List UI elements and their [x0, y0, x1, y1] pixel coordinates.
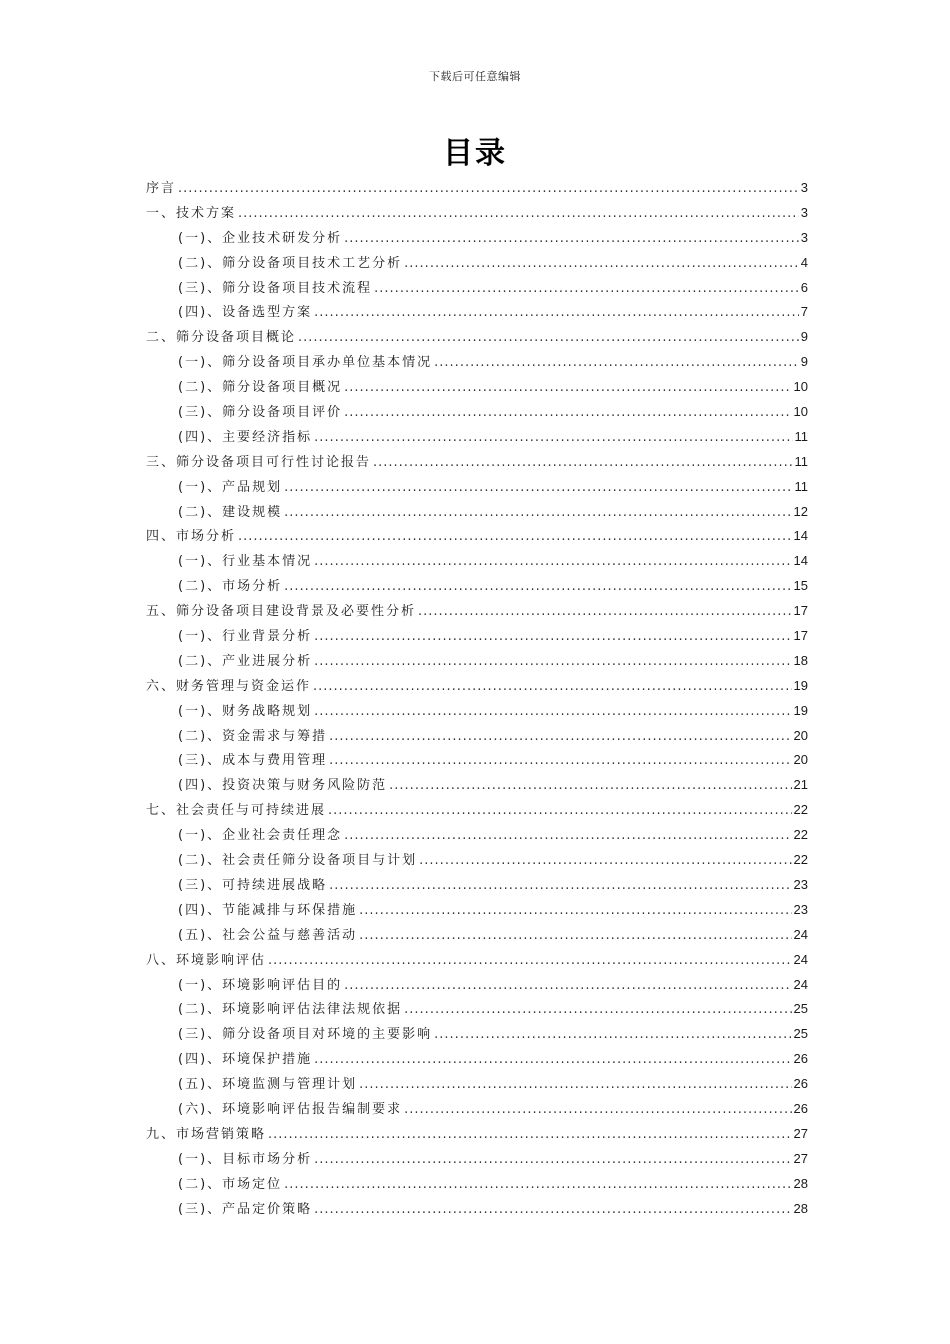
toc-entry-text: (三)、可持续进展战略: [178, 877, 328, 893]
toc-entry-page-number: 24: [793, 976, 808, 992]
toc-entry-page-number: 27: [793, 1125, 808, 1141]
page-title: 目录: [443, 136, 507, 171]
toc-entry[interactable]: [146, 1047, 808, 1072]
toc-leader-dots: [284, 1173, 791, 1198]
toc-entry-text: (三)、成本与费用管理: [178, 753, 328, 769]
toc-leader-dots: [284, 476, 792, 501]
toc-entry[interactable]: [146, 748, 808, 773]
toc-entry-page-number: 22: [793, 827, 808, 843]
toc-leader-dots: [359, 1073, 791, 1098]
toc-entry-page-number: 11: [794, 478, 808, 494]
toc-entry[interactable]: [146, 400, 808, 425]
toc-entry[interactable]: [146, 251, 808, 276]
toc-entry-page-number: 28: [793, 1200, 808, 1216]
toc-leader-dots: [314, 625, 791, 650]
toc-entry-page-number: 3: [800, 204, 808, 220]
toc-entry[interactable]: [146, 574, 808, 599]
toc-entry-text: (三)、产品定价策略: [178, 1201, 313, 1217]
toc-entry-page-number: 18: [793, 652, 808, 668]
toc-leader-dots: [434, 1023, 791, 1048]
toc-entry-page-number: 11: [794, 453, 808, 469]
toc-entry-text: (一)、环境影响评估目的: [178, 977, 343, 993]
toc-entry[interactable]: [146, 1197, 808, 1222]
toc-entry-text: (二)、筛分设备项目技术工艺分析: [178, 255, 403, 271]
toc-entry[interactable]: [146, 873, 808, 898]
toc-entry-page-number: 11: [794, 428, 808, 444]
toc-entry[interactable]: [146, 325, 808, 350]
toc-entry[interactable]: [146, 1172, 808, 1197]
toc-entry[interactable]: [146, 997, 808, 1022]
toc-entry[interactable]: [146, 350, 808, 375]
toc-entry[interactable]: [146, 773, 808, 798]
toc-leader-dots: [238, 202, 799, 227]
toc-entry-text: (一)、财务战略规划: [178, 703, 313, 719]
toc-leader-dots: [404, 252, 799, 277]
toc-leader-dots: [419, 849, 791, 874]
toc-entry-page-number: 25: [793, 1001, 808, 1017]
toc-entry[interactable]: [146, 1022, 808, 1047]
toc-entry-page-number: 22: [793, 802, 808, 818]
toc-entry-text: 一、技术方案: [146, 205, 237, 221]
toc-entry[interactable]: [146, 500, 808, 525]
toc-leader-dots: [344, 824, 791, 849]
toc-entry-text: 四、市场分析: [146, 529, 237, 545]
toc-entry-text: (二)、社会责任筛分设备项目与计划: [178, 853, 418, 869]
toc-entry-page-number: 9: [800, 354, 808, 370]
toc-entry-page-number: 10: [793, 404, 808, 420]
toc-entry[interactable]: [146, 425, 808, 450]
toc-entry-page-number: 23: [793, 901, 808, 917]
toc-entry-text: 九、市场营销策略: [146, 1126, 267, 1142]
toc-entry-page-number: 21: [793, 777, 808, 793]
toc-entry-page-number: 22: [793, 852, 808, 868]
toc-entry-text: (四)、主要经济指标: [178, 429, 313, 445]
toc-leader-dots: [329, 874, 791, 899]
toc-entry-page-number: 14: [793, 528, 808, 544]
toc-entry-page-number: 24: [793, 926, 808, 942]
toc-entry-text: 二、筛分设备项目概论: [146, 330, 297, 346]
toc-leader-dots: [404, 998, 791, 1023]
toc-entry-text: (五)、社会公益与慈善活动: [178, 927, 358, 943]
toc-entry-page-number: 26: [793, 1051, 808, 1067]
toc-entry-text: 五、筛分设备项目建设背景及必要性分析: [146, 604, 417, 620]
toc-leader-dots: [314, 426, 792, 451]
toc-entry[interactable]: [146, 674, 808, 699]
toc-entry-page-number: 27: [793, 1150, 808, 1166]
toc-entry-page-number: 9: [800, 329, 808, 345]
toc-entry[interactable]: [146, 226, 808, 251]
toc-entry-page-number: 26: [793, 1100, 808, 1116]
toc-leader-dots: [268, 1123, 792, 1148]
toc-leader-dots: [373, 451, 792, 476]
toc-entry-text: (二)、产业进展分析: [178, 653, 313, 669]
toc-entry[interactable]: [146, 300, 808, 325]
toc-entry-page-number: 25: [793, 1026, 808, 1042]
toc-entry-page-number: 17: [793, 603, 808, 619]
toc-leader-dots: [344, 974, 791, 999]
toc-entry-text: (二)、市场定位: [178, 1176, 283, 1192]
toc-entry[interactable]: [146, 973, 808, 998]
toc-entry[interactable]: [146, 201, 808, 226]
toc-entry-page-number: 20: [793, 727, 808, 743]
toc-entry-text: (五)、环境监测与管理计划: [178, 1077, 358, 1093]
toc-leader-dots: [284, 575, 791, 600]
toc-entry-text: (四)、环境保护措施: [178, 1052, 313, 1068]
toc-leader-dots: [374, 277, 799, 302]
toc-entry-text: (一)、企业技术研发分析: [178, 230, 343, 246]
toc-entry[interactable]: [146, 923, 808, 948]
toc-entry[interactable]: [146, 848, 808, 873]
toc-leader-dots: [328, 799, 792, 824]
toc-entry[interactable]: [146, 1097, 808, 1122]
toc-entry-text: (三)、筛分设备项目评价: [178, 405, 343, 421]
toc-leader-dots: [359, 899, 791, 924]
toc-leader-dots: [344, 227, 799, 252]
toc-entry[interactable]: [146, 1147, 808, 1172]
toc-leader-dots: [389, 774, 791, 799]
toc-entry-text: (一)、企业社会责任理念: [178, 828, 343, 844]
toc-leader-dots: [284, 501, 791, 526]
toc-entry-text: 六、财务管理与资金运作: [146, 678, 312, 694]
toc-entry-page-number: 20: [793, 752, 808, 768]
toc-leader-dots: [238, 525, 792, 550]
header-note: 下载后可任意编辑: [429, 70, 521, 83]
toc-entry[interactable]: [146, 1122, 808, 1147]
toc-entry[interactable]: [146, 549, 808, 574]
toc-entry[interactable]: [146, 176, 808, 201]
toc-leader-dots: [314, 650, 791, 675]
toc-entry-text: (四)、设备选型方案: [178, 305, 313, 321]
toc-entry-text: (一)、产品规划: [178, 479, 283, 495]
toc-leader-dots: [298, 326, 799, 351]
toc-entry[interactable]: [146, 798, 808, 823]
toc-leader-dots: [314, 301, 799, 326]
toc-leader-dots: [344, 376, 791, 401]
toc-entry[interactable]: [146, 524, 808, 549]
toc-entry-text: (一)、筛分设备项目承办单位基本情况: [178, 355, 433, 371]
toc-entry[interactable]: [146, 724, 808, 749]
toc-leader-dots: [329, 725, 791, 750]
toc-leader-dots: [314, 550, 791, 575]
toc-entry[interactable]: [146, 475, 808, 500]
table-of-contents: [146, 176, 808, 1221]
toc-entry-text: (一)、行业基本情况: [178, 554, 313, 570]
toc-entry-page-number: 4: [800, 254, 808, 270]
toc-leader-dots: [329, 749, 791, 774]
toc-entry-text: (三)、筛分设备项目技术流程: [178, 280, 373, 296]
toc-leader-dots: [418, 600, 792, 625]
toc-entry[interactable]: [146, 948, 808, 973]
toc-leader-dots: [404, 1098, 791, 1123]
toc-entry-text: (二)、市场分析: [178, 579, 283, 595]
toc-entry-text: (二)、环境影响评估法律法规依据: [178, 1002, 403, 1018]
toc-entry-text: (二)、资金需求与筹措: [178, 728, 328, 744]
toc-entry[interactable]: [146, 898, 808, 923]
toc-entry-text: (三)、筛分设备项目对环境的主要影响: [178, 1027, 433, 1043]
toc-entry-text: (一)、目标市场分析: [178, 1151, 313, 1167]
toc-entry[interactable]: [146, 375, 808, 400]
toc-leader-dots: [314, 1198, 791, 1223]
toc-entry-text: (二)、筛分设备项目概况: [178, 380, 343, 396]
toc-leader-dots: [344, 401, 791, 426]
toc-leader-dots: [268, 949, 792, 974]
toc-entry-page-number: 19: [793, 677, 808, 693]
toc-entry-text: (四)、节能减排与环保措施: [178, 902, 358, 918]
toc-entry-page-number: 10: [793, 379, 808, 395]
toc-entry-text: (一)、行业背景分析: [178, 629, 313, 645]
toc-entry-page-number: 15: [793, 578, 808, 594]
toc-entry[interactable]: [146, 450, 808, 475]
toc-entry-text: 序言: [146, 181, 177, 196]
toc-entry-page-number: 7: [800, 304, 808, 320]
toc-leader-dots: [359, 924, 791, 949]
toc-entry-page-number: 17: [793, 628, 808, 644]
toc-entry-page-number: 14: [793, 553, 808, 569]
toc-entry-text: (六)、环境影响评估报告编制要求: [178, 1101, 403, 1117]
toc-entry-page-number: 3: [800, 180, 808, 195]
toc-entry-page-number: 6: [800, 279, 808, 295]
toc-leader-dots: [178, 177, 799, 202]
toc-entry-page-number: 28: [793, 1175, 808, 1191]
toc-entry[interactable]: [146, 823, 808, 848]
toc-entry-page-number: 26: [793, 1076, 808, 1092]
toc-entry[interactable]: [146, 699, 808, 724]
toc-leader-dots: [314, 1048, 791, 1073]
toc-entry-text: (四)、投资决策与财务风险防范: [178, 778, 388, 794]
toc-leader-dots: [313, 675, 792, 700]
toc-entry[interactable]: [146, 599, 808, 624]
toc-entry-text: 七、社会责任与可持续进展: [146, 803, 327, 819]
toc-entry-page-number: 23: [793, 876, 808, 892]
toc-entry[interactable]: [146, 276, 808, 301]
toc-leader-dots: [314, 1148, 791, 1173]
toc-entry-text: (二)、建设规模: [178, 504, 283, 520]
toc-entry-page-number: 3: [800, 229, 808, 245]
toc-entry-text: 八、环境影响评估: [146, 952, 267, 968]
toc-leader-dots: [434, 351, 799, 376]
toc-entry-page-number: 24: [793, 951, 808, 967]
toc-entry-page-number: 12: [793, 503, 808, 519]
toc-entry-text: 三、筛分设备项目可行性讨论报告: [146, 454, 372, 470]
toc-entry-page-number: 19: [793, 702, 808, 718]
toc-entry[interactable]: [146, 649, 808, 674]
toc-leader-dots: [314, 700, 791, 725]
toc-entry[interactable]: [146, 624, 808, 649]
toc-entry[interactable]: [146, 1072, 808, 1097]
